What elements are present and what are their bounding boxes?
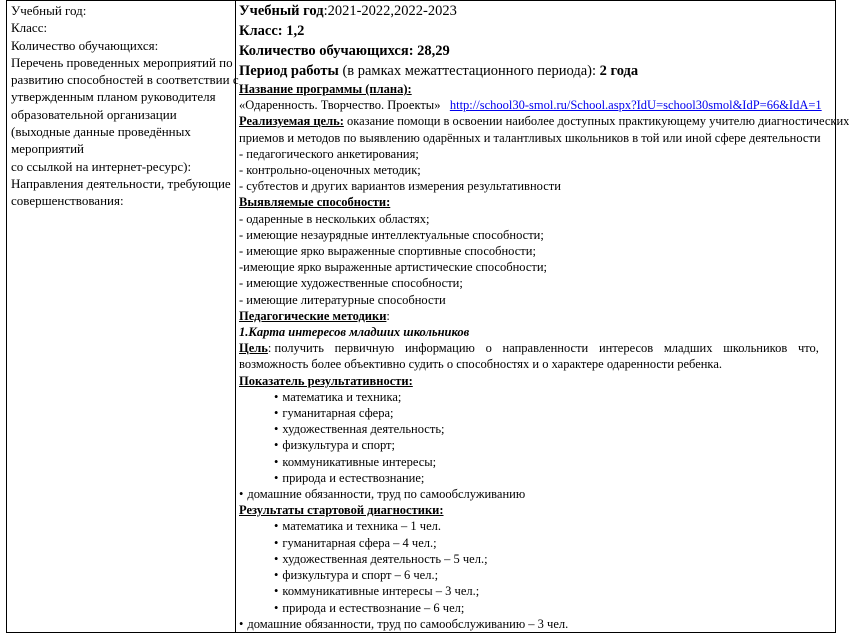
indicator-item: • физкультура и спорт; (239, 437, 835, 453)
label-events-6: мероприятий (11, 141, 84, 157)
label-directions-2: совершенствования: (11, 193, 124, 209)
method-title: 1.Карта интересов младших школьников (239, 325, 470, 340)
class-line: Класс: 1,2 (239, 23, 305, 39)
students-label: Количество обучающихся (239, 43, 409, 59)
method-goal-word: о (485, 341, 492, 356)
method-goal-line-1 (239, 340, 819, 356)
label-students: Количество обучающихся: (11, 37, 159, 53)
program-line (239, 97, 835, 113)
goal-label: Реализуемая цель: (239, 114, 344, 129)
ability-item: - одаренные в нескольких областях; (239, 211, 430, 226)
label-events-1: Перечень проведенных мероприятий по (11, 54, 233, 70)
method-goal-word: направленности (502, 341, 589, 356)
left-labels (7, 1, 239, 210)
label-events-3: утвержденным планом руководителя (11, 89, 216, 105)
method-goal-word: что, (797, 341, 819, 356)
method-goal-line-2: возможность более объективно судить о способностях и о характере одаренности ребенка. (239, 357, 722, 372)
year-value: :2021-2022,2022-2023 (323, 3, 457, 19)
abilities-heading: Выявляемые способности: (239, 195, 391, 210)
ability-item: - имеющие ярко выраженные спортивные способности; (239, 244, 536, 259)
result-item: • математика и техника – 1 чел. (239, 518, 835, 534)
goal-text-1: оказание помощи в освоении наиболее доступных практикующему учителю диагностических (343, 114, 849, 129)
students-value: : 28,29 (408, 43, 450, 59)
right-cell (236, 1, 849, 633)
program-name: «Одаренность. Творчество. Проекты» (239, 98, 441, 113)
ability-item: -имеющие ярко выраженные артистические способности; (239, 260, 548, 275)
year-label: Учебный год (239, 3, 324, 19)
indicator-item: • природа и естествознание; (239, 470, 835, 486)
method-goal-word: первичную (334, 341, 395, 356)
label-events-5: (выходные данные проведённых (11, 124, 191, 140)
period-value: 2 года (599, 63, 639, 79)
right-content (236, 1, 849, 632)
goal-line-2: приемов и методов по выявлению одарённых и талантливых школьников в той или иной сфере деятельности (239, 130, 821, 145)
result-item: • художественная деятельность – 5 чел.; (239, 551, 835, 567)
label-events-7: со ссылкой на интернет-ресурс): (11, 158, 192, 174)
method-goal-first (239, 340, 324, 356)
label-directions-1: Направления деятельности, требующие (11, 175, 231, 191)
results-heading: Результаты стартовой диагностики: (239, 503, 444, 518)
ability-item: - имеющие художественные способности; (239, 276, 463, 291)
ability-item: - имеющие незаурядные интеллектуальные способности; (239, 227, 544, 242)
method-goal-word: школьников (723, 341, 788, 356)
indicator-item-last: • домашние обязанности, труд по самообслуживанию (239, 486, 835, 502)
period-label: Период работы (239, 63, 339, 79)
methods-colon: : (386, 308, 390, 323)
period-line (239, 61, 835, 81)
students-line (239, 41, 835, 61)
result-item-last: • домашние обязанности, труд по самообслуживанию – 3 чел. (239, 616, 835, 632)
ability-item: - имеющие литературные способности (239, 292, 446, 307)
methods-line (239, 308, 835, 324)
method-goal-word: интересов (598, 341, 654, 356)
indicator-item: • художественная деятельность; (239, 421, 835, 437)
left-cell (7, 1, 239, 633)
year-line (239, 1, 835, 21)
indicator-item: • математика и техника; (239, 389, 835, 405)
goal-item-1: - педагогического анкетирования; (239, 146, 419, 161)
result-item: • коммуникативные интересы – 3 чел.; (239, 583, 835, 599)
label-class: Класс: (11, 20, 48, 36)
result-item: • гуманитарная сфера – 4 чел.; (239, 535, 835, 551)
method-goal-word: младших (663, 341, 713, 356)
method-goal-word: информацию (404, 341, 475, 356)
methods-heading: Педагогические методики (239, 308, 387, 323)
program-link[interactable]: http://school30-smol.ru/School.aspx?IdU=school30smol&IdP=66&IdA=1 (449, 98, 822, 113)
label-events-2: развитию способностей в соответствии с (11, 72, 239, 88)
program-heading: Название программы (плана): (239, 82, 412, 96)
result-item: • природа и естествознание – 6 чел; (239, 600, 835, 616)
method-goal-label: Цель (239, 341, 268, 356)
period-middle: (в рамках межаттестационного периода): (338, 63, 600, 79)
label-year: Учебный год: (11, 3, 87, 18)
goal-item-2: - контрольно-оценочных методик; (239, 163, 421, 178)
indicator-item: • коммуникативные интересы; (239, 454, 835, 470)
goal-item-3: - субтестов и других вариантов измерения результативности (239, 179, 561, 194)
indicator-item: • гуманитарная сфера; (239, 405, 835, 421)
result-item: • физкультура и спорт – 6 чел.; (239, 567, 835, 583)
indicators-heading: Показатель результативности: (239, 373, 413, 388)
goal-line-1 (239, 113, 849, 129)
label-events-4: образовательной организации (11, 106, 177, 122)
method-goal-word: : получить (267, 341, 324, 356)
info-table (6, 0, 849, 633)
